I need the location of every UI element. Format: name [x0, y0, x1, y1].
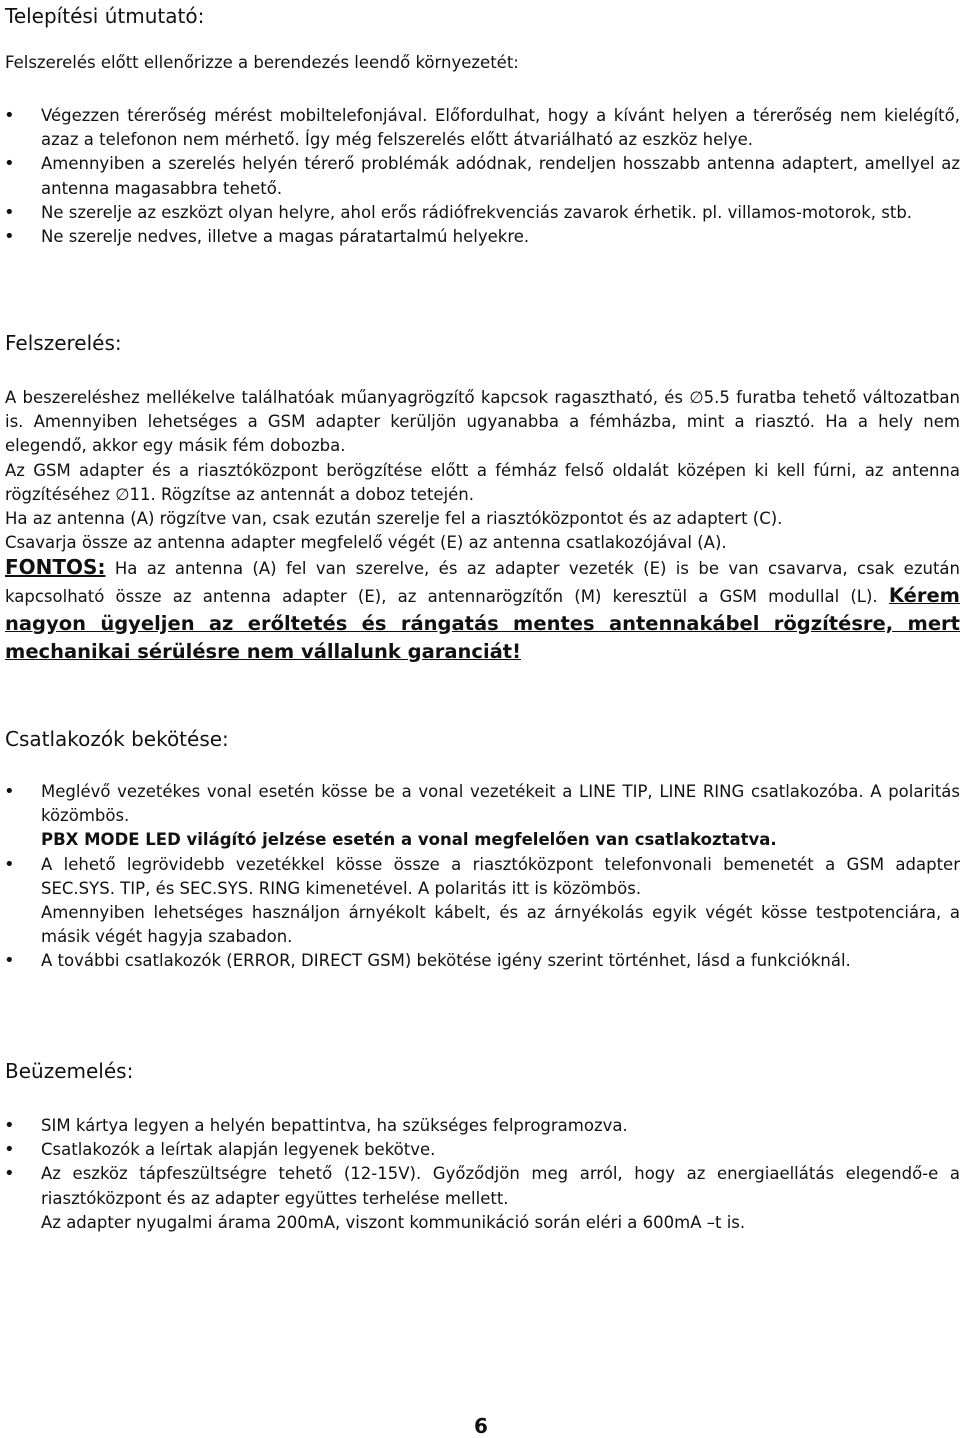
mount-paragraph: Csavarja össze az antenna adapter megfelelő végét (E) az antenna csatlakozójával (A). [5, 533, 727, 553]
list-item-text: • Meglévő vezetékes vonal esetén kösse be a vonal vezetékeit a LINE TIP, LINE RING csatlakozóba. A polaritás közömbös. [41, 782, 960, 826]
list-item [0, 949, 960, 973]
mount-heading: Felszerelés: [5, 331, 122, 355]
list-item-bold-note: PBX MODE LED világító jelzése esetén a vonal megfelelően van csatlakoztatva. [41, 830, 777, 850]
list-item-text: • Az eszköz tápfeszültségre tehető (12-15V). Győződjön meg arról, hogy az energiaellátás elegendő-e a riasztóközpont és az adapter együttes terhelése mellett. [41, 1164, 960, 1208]
list-item-note: Amennyiben lehetséges használjon árnyékolt kábelt, és az árnyékolás egyik végét kösse testpotenciára, a másik végét hagyja szabadon. [41, 903, 960, 947]
startup-heading: Beüzemelés: [5, 1059, 134, 1083]
warning-text: Kérem nagyon ügyeljen az erőltetés és rángatás mentes antennakábel rögzítésre, mert mechanikai sérülésre nem vállalunk garanciát! [5, 583, 960, 663]
list-item [0, 780, 960, 853]
list-item-text: Amennyiben a szerelés helyén térerő problémák adódnak, rendeljen hosszabb antenna adaptert, amellyel az antenna magasabbra tehető. [41, 154, 960, 198]
list-item [0, 853, 960, 950]
mount-paragraph: Ha az antenna (A) rögzítve van, csak ezután szerelje fel a riasztóközpontot és az adaptert (C). [5, 509, 783, 529]
mount-paragraph: A beszereléshez mellékelve találhatóak műanyagrögzítő kapcsok ragasztható, és ∅5.5 furatba tehető változatban is. Amennyiben lehetséges a GSM adapter kerüljön ugyanabba a fémházba, mint a riasztó. Ha a hely nem elegendő, akkor egy másik fém dobozba. [5, 388, 960, 456]
list-item-text: Végezzen térerőség mérést mobiltelefonjával. Előfordulhat, hogy a kívánt helyen a térerőség nem kielégítő, azaz a telefonon nem mérhető. Így még felszerelés előtt átvariálható az eszköz helye. [41, 106, 960, 150]
page-number: 6 [474, 1414, 488, 1438]
list-item [0, 104, 960, 152]
list-item [0, 152, 960, 200]
list-item-text: • SIM kártya legyen a helyén bepattintva, ha szükséges felprogramozva. [41, 1116, 628, 1135]
mount-paragraph: Az GSM adapter és a riasztóközpont berögzítése előtt a fémház felső oldalát középen ki kell fúrni, az antenna rögzítéséhez ∅11. Rögzítse az antennát a doboz tetején. [5, 460, 960, 504]
list-item-text: • Csatlakozók a leírtak alapján legyenek bekötve. [41, 1140, 436, 1160]
list-item-note: Az adapter nyugalmi árama 200mA, viszont kommunikáció során eléri a 600mA –t is. [41, 1212, 746, 1232]
pre-install-list [0, 104, 960, 249]
list-item [0, 201, 960, 225]
mount-section [5, 386, 960, 666]
list-item [0, 1114, 960, 1138]
connectors-heading: Csatlakozók bekötése: [5, 727, 229, 751]
list-item [0, 1138, 960, 1162]
list-item-text: • A további csatlakozók (ERROR, DIRECT GSM) bekötése igény szerint történhet, lásd a funkcióknál. [41, 951, 851, 971]
connectors-list [0, 780, 960, 974]
list-item-text: • A lehető legrövidebb vezetékkel kösse össze a riasztóközpont telefonvonali bemenetét a GSM adapter SEC.SYS. TIP, és SEC.SYS. RING kimenetével. A polaritás itt is közömbös. [41, 854, 960, 898]
list-item-text: Ne szerelje az eszközt olyan helyre, ahol erős rádiófrekvenciás zavarok érhetik. pl. villamos-motorok, stb. [41, 202, 913, 222]
install-heading: Telepítési útmutató: [5, 4, 205, 28]
startup-list [0, 1114, 960, 1235]
list-item [0, 1162, 960, 1235]
list-item [0, 225, 960, 249]
intro-text: Felszerelés előtt ellenőrizze a berendezés leendő környezetét: [5, 53, 519, 72]
list-item-text: Ne szerelje nedves, illetve a magas páratartalmú helyekre. [41, 227, 530, 247]
important-note [5, 555, 960, 665]
important-label: FONTOS: [5, 555, 106, 580]
important-text: Ha az antenna (A) fel van szerelve, és az adapter vezeték (E) is be van csavarva, csak ezután kapcsolható össze az antenna adapter (E), az antennarögzítőn (M) keresztül a GSM modullal (L). [5, 559, 960, 606]
